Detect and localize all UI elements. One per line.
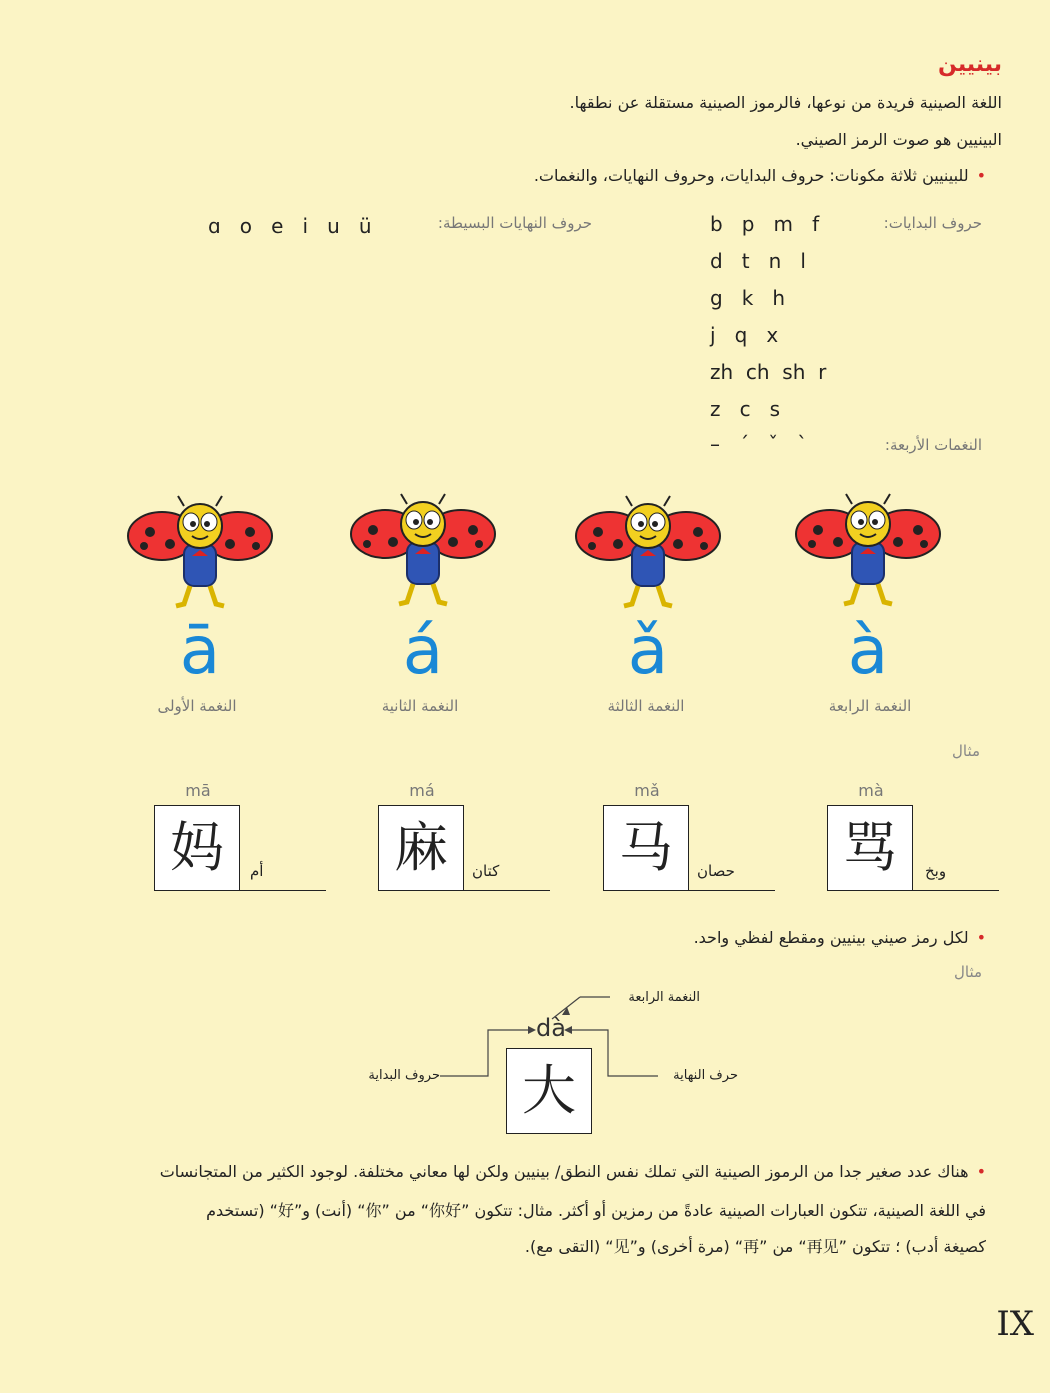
example-character: 麻 [378,805,464,891]
bullet-marker [969,928,986,947]
diagram-pinyin: dà [536,1014,566,1042]
tone-name-1: النغمة الأولى [157,697,237,715]
bullet-homophones-line-2: في اللغة الصينية، تتكون العبارات الصينية عادةً من رمزين أو أكثر. مثال: تتكون ”你好“ من ”你“ (أنت) و”好“ (تستخدم [206,1201,986,1220]
initials-row: z c s [710,397,781,421]
diagram-final-label: حرف النهاية [673,1068,738,1083]
example-underline [603,890,775,891]
tone-name-2: النغمة الثانية [381,697,459,715]
diagram-initial-label: حروف البداية [368,1068,440,1083]
example-meaning: كتان [472,862,500,880]
page-number: IX [996,1304,1034,1344]
example-pinyin: mā [185,781,211,800]
example-pinyin: má [409,781,435,800]
bullet-homophones-text-1: هناك عدد صغير جدا من الرموز الصينية التي تملك نفس النطق/ بينيين ولكن لها معاني مختلفة. لوجود الكثير من المتجانسات [159,1162,969,1181]
initials-row: j q x [710,323,779,347]
page-title: بينيين [938,52,1002,77]
tones-label: النغمات الأربعة: [884,436,982,454]
intro-line-1: اللغة الصينية فريدة من نوعها، فالرموز الصينية مستقلة عن نطقها. [569,93,1002,112]
finals-letters: ɑ o e i u ü [208,214,372,238]
diagram-character: 大 [506,1048,592,1134]
bullet-homophones-line-1 [160,1162,986,1181]
intro-line-3-text: للبينيين ثلاثة مكونات: حروف البدايات، وحروف النهايات، والنغمات. [533,166,969,185]
example-character: 骂 [827,805,913,891]
diagram-tone-label: النغمة الرابعة [628,990,700,1005]
initials-row: zh ch sh r [710,360,827,384]
example-character: 马 [603,805,689,891]
example-meaning: وبخ [925,862,947,880]
bullet-homophones-line-3: كصيغة أدب) ؛ تتكون ”再见“ من ”再“ (مرة أخرى) و”见“ (التقى مع). [524,1237,986,1256]
tone-symbol-1: ā [179,612,221,689]
intro-line-3 [534,166,986,185]
example-underline [827,890,999,891]
initials-table [710,212,826,434]
bullet-syllable-text: لكل رمز صيني بينيين ومقطع لفظي واحد. [693,928,969,947]
example-label-2: مثال [953,963,982,981]
tone-marks: – ˊ ˇ ˋ [710,432,808,456]
initials-row: b p m f [710,212,820,236]
bullet-marker [969,166,986,185]
initials-row: d t n l [710,249,806,273]
initials-row: g k h [710,286,786,310]
example-underline [154,890,326,891]
bullet-syllable [694,928,986,947]
bullet-marker [969,1162,986,1181]
tone-symbol-3: ǎ [627,612,669,689]
finals-label: حروف النهايات البسيطة: [437,214,592,232]
example-pinyin: mǎ [634,781,660,800]
ladybug-illustrations [0,480,1050,620]
example-label: مثال [951,742,980,760]
example-meaning: حصان [697,862,735,880]
tone-name-3: النغمة الثالثة [607,697,685,715]
example-character: 妈 [154,805,240,891]
example-pinyin: mà [858,781,884,800]
tone-name-4: النغمة الرابعة [828,697,912,715]
intro-line-2: البينيين هو صوت الرمز الصيني. [795,130,1002,149]
example-underline [378,890,550,891]
tone-symbol-2: á [402,612,444,689]
initials-label: حروف البدايات: [883,214,982,232]
example-meaning: أم [250,862,264,880]
tone-symbol-4: à [847,612,889,689]
